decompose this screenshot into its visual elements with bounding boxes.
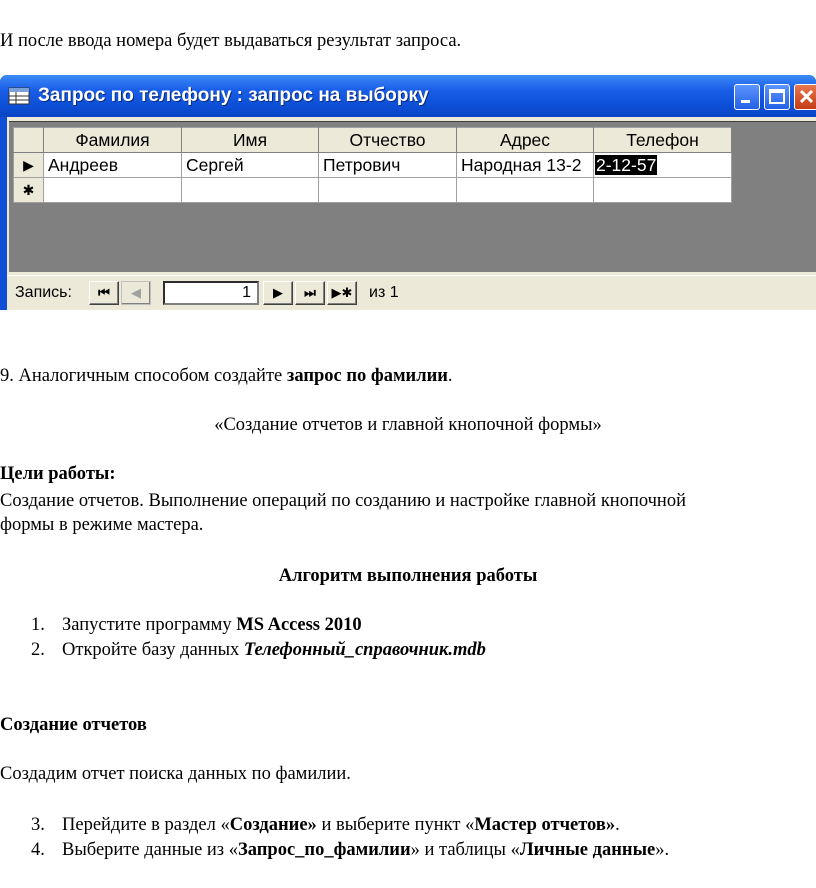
reports-heading: Создание отчетов	[0, 715, 147, 735]
step-9-text: 9. Аналогичным способом создайте	[0, 366, 287, 386]
window-title: Запрос по телефону : запрос на выборку	[38, 85, 429, 106]
goals-line-2: формы в режиме мастера.	[0, 515, 204, 535]
step-9-bold: запрос по фамилии	[286, 366, 448, 386]
list-text: и выберите пункт «	[316, 815, 475, 835]
list-text: .	[615, 815, 620, 835]
header-row	[14, 128, 732, 153]
new-record-button[interactable]: ▶✱	[327, 281, 357, 305]
record-label: Запись:	[15, 284, 72, 301]
list-item-text	[62, 814, 620, 836]
list-item	[31, 614, 45, 636]
table-row	[14, 153, 732, 178]
list-text: Выберите данные из «	[62, 840, 238, 860]
window-titlebar[interactable]	[0, 75, 816, 117]
window-client	[7, 117, 816, 310]
section-title: «Создание отчетов и главной кнопочной формы»	[214, 415, 602, 435]
next-record-button[interactable]: ▶	[263, 281, 293, 305]
column-header-phone[interactable]: Телефон	[594, 128, 732, 153]
list-text: Перейдите в раздел «	[62, 815, 230, 835]
list-text: ».	[655, 840, 670, 860]
new-cell[interactable]	[594, 178, 732, 203]
corner-selector[interactable]	[14, 128, 44, 153]
list-bold: Запрос_по_фамилии	[238, 840, 411, 860]
datasheet-table	[13, 127, 732, 203]
cell-phone[interactable]	[594, 153, 732, 178]
previous-record-button[interactable]: ◀	[121, 281, 151, 305]
list-number: 2.	[31, 640, 45, 660]
list-text: » и таблицы «	[410, 840, 520, 860]
reports-intro: Создадим отчет поиска данных по фамилии.	[0, 764, 351, 784]
record-navigation-bar	[7, 275, 816, 310]
close-button[interactable]	[794, 84, 816, 110]
access-query-window	[0, 75, 816, 310]
column-header-name[interactable]: Имя	[182, 128, 319, 153]
list-number: 4.	[31, 840, 45, 860]
record-number-input[interactable]: 1	[163, 281, 259, 305]
minimize-icon	[735, 85, 759, 109]
list-bold: Личные данные	[519, 840, 656, 860]
new-cell[interactable]	[319, 178, 457, 203]
new-record-row	[14, 178, 732, 203]
list-item-text	[62, 614, 362, 636]
cell-phone-value: 2-12-57	[596, 154, 657, 175]
list-number: 3.	[31, 815, 45, 835]
list-bold-italic: Телефонный_справочник.mdb	[243, 640, 486, 660]
list-item-text	[62, 639, 486, 661]
step-9-suffix: .	[447, 366, 453, 386]
last-record-button[interactable]: ⏭	[295, 281, 325, 305]
list-number: 1.	[31, 615, 45, 635]
intro-line: И после ввода номера будет выдаваться результат запроса.	[0, 31, 462, 51]
list-bold: Создание»	[229, 815, 317, 835]
cell-name[interactable]: Сергей	[182, 153, 319, 178]
minimize-button[interactable]	[734, 84, 760, 110]
goals-line-1: Создание отчетов. Выполнение операций по созданию и настройке главной кнопочной	[0, 491, 686, 511]
query-icon	[8, 87, 30, 105]
close-icon	[795, 85, 816, 109]
list-bold: MS Access 2010	[236, 615, 362, 635]
goals-heading: Цели работы:	[0, 464, 116, 484]
list-bold: Мастер отчетов»	[474, 815, 616, 835]
column-header-patronymic[interactable]: Отчество	[319, 128, 457, 153]
new-cell[interactable]	[457, 178, 594, 203]
cell-surname[interactable]: Андреев	[44, 153, 182, 178]
list-item	[31, 814, 45, 836]
list-item	[31, 639, 45, 661]
new-cell[interactable]	[182, 178, 319, 203]
list-text: Откройте базу данных	[62, 640, 244, 660]
record-total: 1	[389, 284, 399, 301]
column-header-surname[interactable]: Фамилия	[44, 128, 182, 153]
of-label: из	[369, 284, 386, 301]
new-cell[interactable]	[44, 178, 182, 203]
first-record-button[interactable]: ⏮	[89, 281, 119, 305]
list-item-text	[62, 839, 669, 861]
column-header-address[interactable]: Адрес	[457, 128, 594, 153]
current-record-icon[interactable]: ▶	[14, 153, 44, 178]
step-9	[0, 365, 453, 387]
datasheet-area	[9, 121, 816, 272]
cell-address[interactable]: Народная 13-2	[457, 153, 594, 178]
new-record-icon[interactable]: ✱	[14, 178, 44, 203]
record-count	[369, 284, 399, 302]
list-item	[31, 839, 45, 861]
algorithm-title: Алгоритм выполнения работы	[278, 566, 538, 586]
list-text: Запустите программу	[62, 615, 237, 635]
cell-patronymic[interactable]: Петрович	[319, 153, 457, 178]
maximize-icon	[765, 85, 789, 109]
maximize-button[interactable]	[764, 84, 790, 110]
